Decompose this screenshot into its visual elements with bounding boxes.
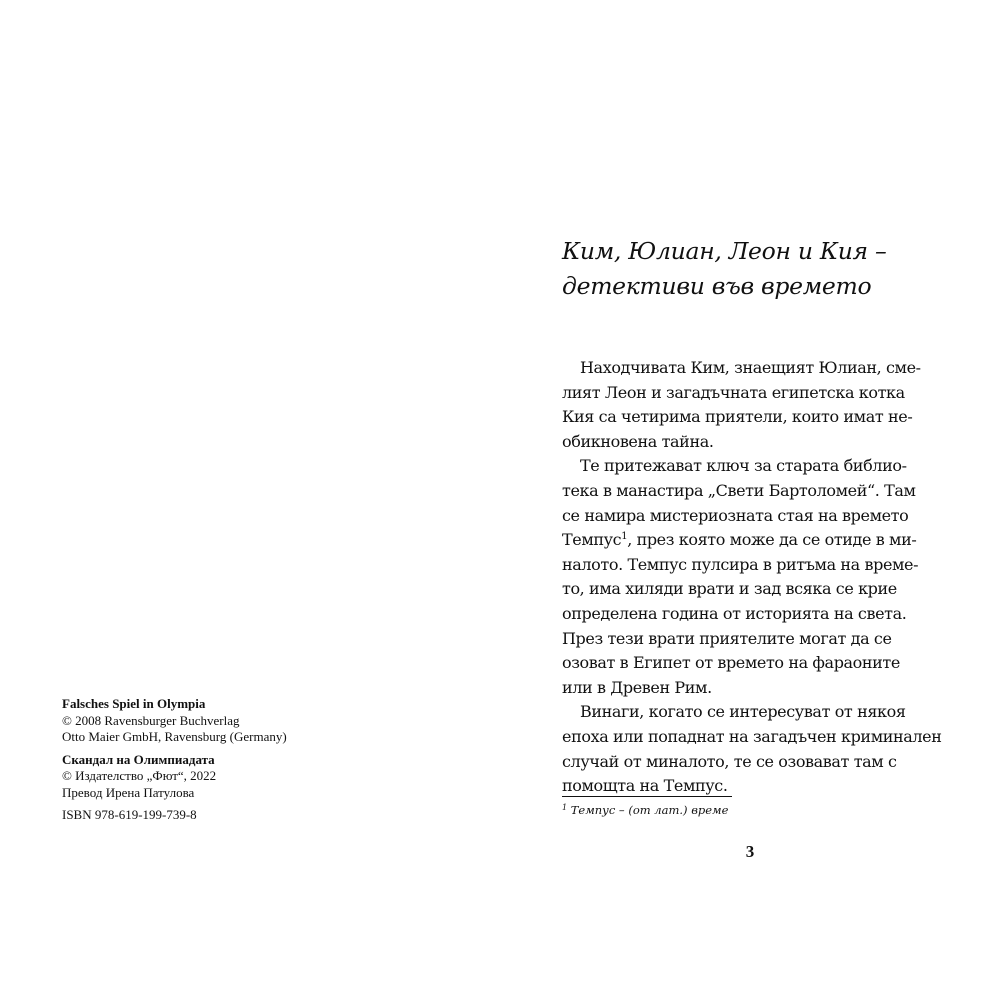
text-fragment: Темпус [562, 530, 622, 550]
chapter-title-line-2: детективи във времето [562, 272, 872, 300]
text-line: или в Древен Рим. [562, 677, 712, 697]
imprint [62, 696, 362, 830]
text-line: налото. Темпус пулсира в ритъма на време- [562, 554, 919, 574]
text-line: се намира мистериозната стая на времето [562, 505, 909, 525]
chapter-title [562, 234, 887, 304]
imprint-original-edition [62, 696, 362, 746]
text-line: случай от миналото, те се озовават там с [562, 751, 897, 771]
footnote-marker: 1 [621, 531, 628, 543]
original-copyright: © 2008 Ravensburger Buchverlag [62, 712, 240, 728]
text-line: Кия са четирима приятели, които имат не- [562, 407, 913, 427]
original-title: Falsches Spiel in Olympia [62, 696, 206, 711]
imprint-translated-edition [62, 752, 362, 802]
translated-title: Скандал на Олимпиадата [62, 751, 215, 767]
paragraph-1 [562, 356, 921, 454]
translated-copyright: © Издателство „Фют“, 2022 [62, 768, 217, 783]
text-line: лият Леон и загадъчната египетска котка [562, 382, 905, 402]
footnote-number: 1 [562, 803, 568, 812]
text-line: Находчивата Ким, знаещият Юлиан, сме- [580, 358, 921, 377]
text-line-with-footnote [562, 528, 917, 553]
page-number: 3 [745, 842, 755, 861]
text-line: определена година от историята на света. [562, 603, 907, 623]
text-line: Те притежават ключ за старата библио- [580, 456, 907, 476]
text-line: то, има хиляди врати и зад всяка се крие [562, 579, 897, 599]
footnote-divider [562, 796, 732, 797]
text-line: помощта на Темпус. [562, 776, 728, 796]
paragraph-3 [562, 700, 942, 798]
text-line: Винаги, когато се интересуват от някоя [580, 702, 906, 722]
text-line: През тези врати приятелите могат да се [562, 628, 892, 648]
text-line: обикновена тайна. [562, 431, 714, 451]
text-line: епоха или попаднат на загадъчен криминален [562, 726, 942, 746]
body-text [562, 356, 942, 799]
footnote [562, 802, 882, 818]
text-line: озоват в Египет от времето на фараоните [562, 653, 900, 673]
footnote-text: Темпус – (от лат.) време [567, 803, 729, 817]
chapter-title-line-1: Ким, Юлиан, Леон и Кия – [562, 237, 887, 265]
paragraph-2 [562, 454, 919, 700]
imprint-isbn-block [62, 807, 362, 824]
translator-credit: Превод Ирена Патулова [62, 784, 195, 800]
original-publisher: Otto Maier GmbH, Ravensburg (Germany) [62, 729, 287, 744]
text-fragment: , през която може да се отиде в ми- [627, 530, 917, 550]
text-line: тека в манастира „Свети Бартоломей“. Там [562, 480, 916, 500]
isbn: ISBN 978-619-199-739-8 [62, 807, 197, 822]
